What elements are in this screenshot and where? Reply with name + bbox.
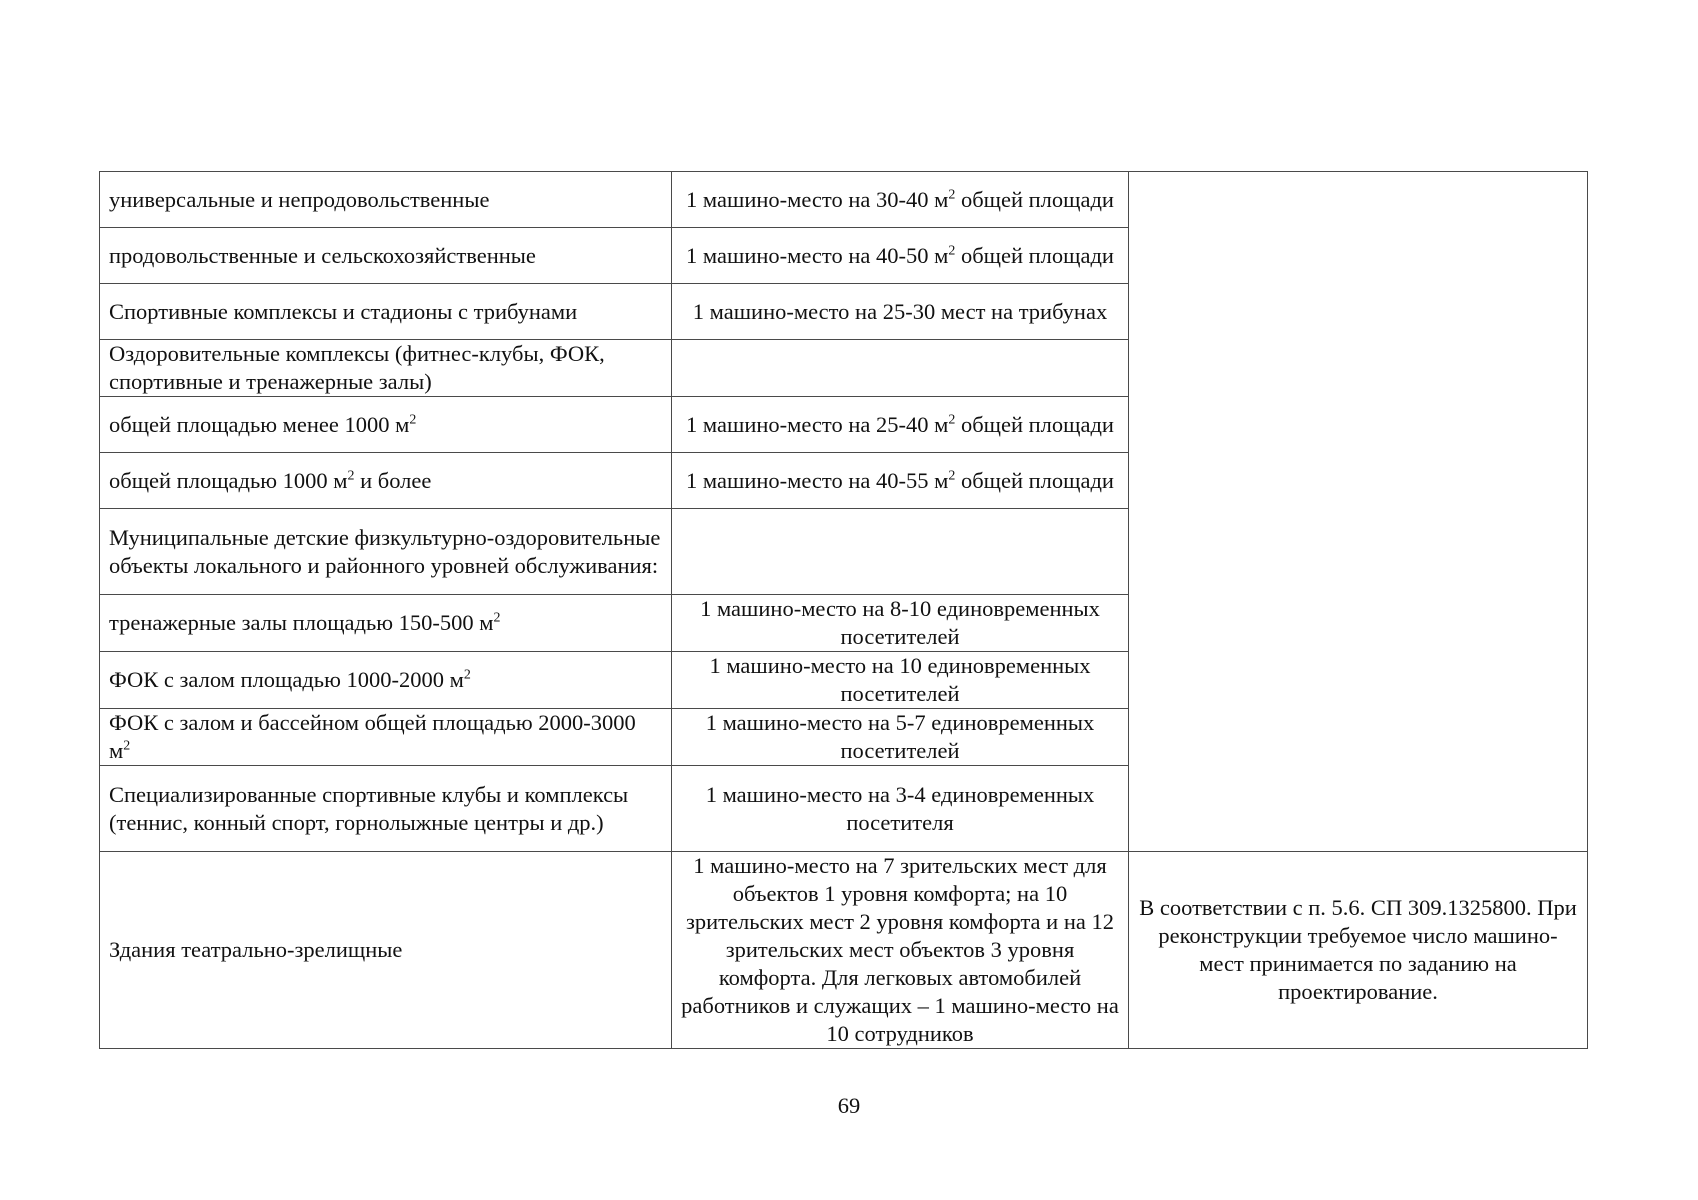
parking-norm-cell: 1 машино-место на 10 единовременных посетителей: [672, 652, 1129, 709]
page-number: 69: [837, 1093, 861, 1118]
parking-norm-cell: [672, 340, 1129, 397]
object-type-cell: общей площадью менее 1000 $м^2$: [100, 397, 672, 453]
regulations-table: [99, 171, 1588, 1049]
object-type-cell: общей площадью 1000 $м^2$ и более: [100, 453, 672, 509]
parking-norm-cell: 1 машино-место на 25-40 $м^2$ общей площади: [672, 397, 1129, 453]
parking-norm-cell: 1 машино-место на 8-10 единовременных посетителей: [672, 595, 1129, 652]
table-row: [100, 172, 1588, 228]
object-type-cell: ФОК с залом и бассейном общей площадью 2000-3000 $м^2$: [100, 709, 672, 766]
parking-norm-cell: [672, 509, 1129, 595]
object-type-cell: ФОК с залом площадью 1000-2000 $м^2$: [100, 652, 672, 709]
object-type-cell: Специализированные спортивные клубы и комплексы (теннис, конный спорт, горнолыжные центры и др.): [100, 766, 672, 852]
object-type-cell: Муниципальные детские физкультурно-оздоровительные объекты локального и районного уровней обслуживания:: [100, 509, 672, 595]
object-type-cell: Спортивные комплексы и стадионы с трибунами: [100, 284, 672, 340]
parking-norm-cell: 1 машино-место на 7 зрительских мест для объектов 1 уровня комфорта; на 10 зрительских мест 2 уровня комфорта и на 12 зрительских мест объектов 3 уровня комфорта. Для легковых автомобилей работников и служащих – 1 машино-место на 10 сотрудников: [672, 852, 1129, 1049]
parking-norm-cell: 1 машино-место на 30-40 $м^2$ общей площади: [672, 172, 1129, 228]
parking-norm-cell: 1 машино-место на 40-55 $м^2$ общей площади: [672, 453, 1129, 509]
parking-norm-cell: 1 машино-место на 3-4 единовременных посетителя: [672, 766, 1129, 852]
object-type-cell: Здания театрально-зрелищные: [100, 852, 672, 1049]
notes-cell: [1129, 172, 1588, 852]
object-type-cell: тренажерные залы площадью 150-500 $м^2$: [100, 595, 672, 652]
object-type-cell: продовольственные и сельскохозяйственные: [100, 228, 672, 284]
parking-norm-cell: 1 машино-место на 5-7 единовременных посетителей: [672, 709, 1129, 766]
notes-cell: В соответствии с п. 5.6. СП 309.1325800. При реконструкции требуемое число машино-мест принимается по заданию на проектирование.: [1129, 852, 1588, 1049]
object-type-cell: Оздоровительные комплексы (фитнес-клубы, ФОК, спортивные и тренажерные залы): [100, 340, 672, 397]
parking-norm-cell: 1 машино-место на 40-50 $м^2$ общей площади: [672, 228, 1129, 284]
table-row: [100, 852, 1588, 1049]
parking-norm-cell: 1 машино-место на 25-30 мест на трибунах: [672, 284, 1129, 340]
object-type-cell: универсальные и непродовольственные: [100, 172, 672, 228]
